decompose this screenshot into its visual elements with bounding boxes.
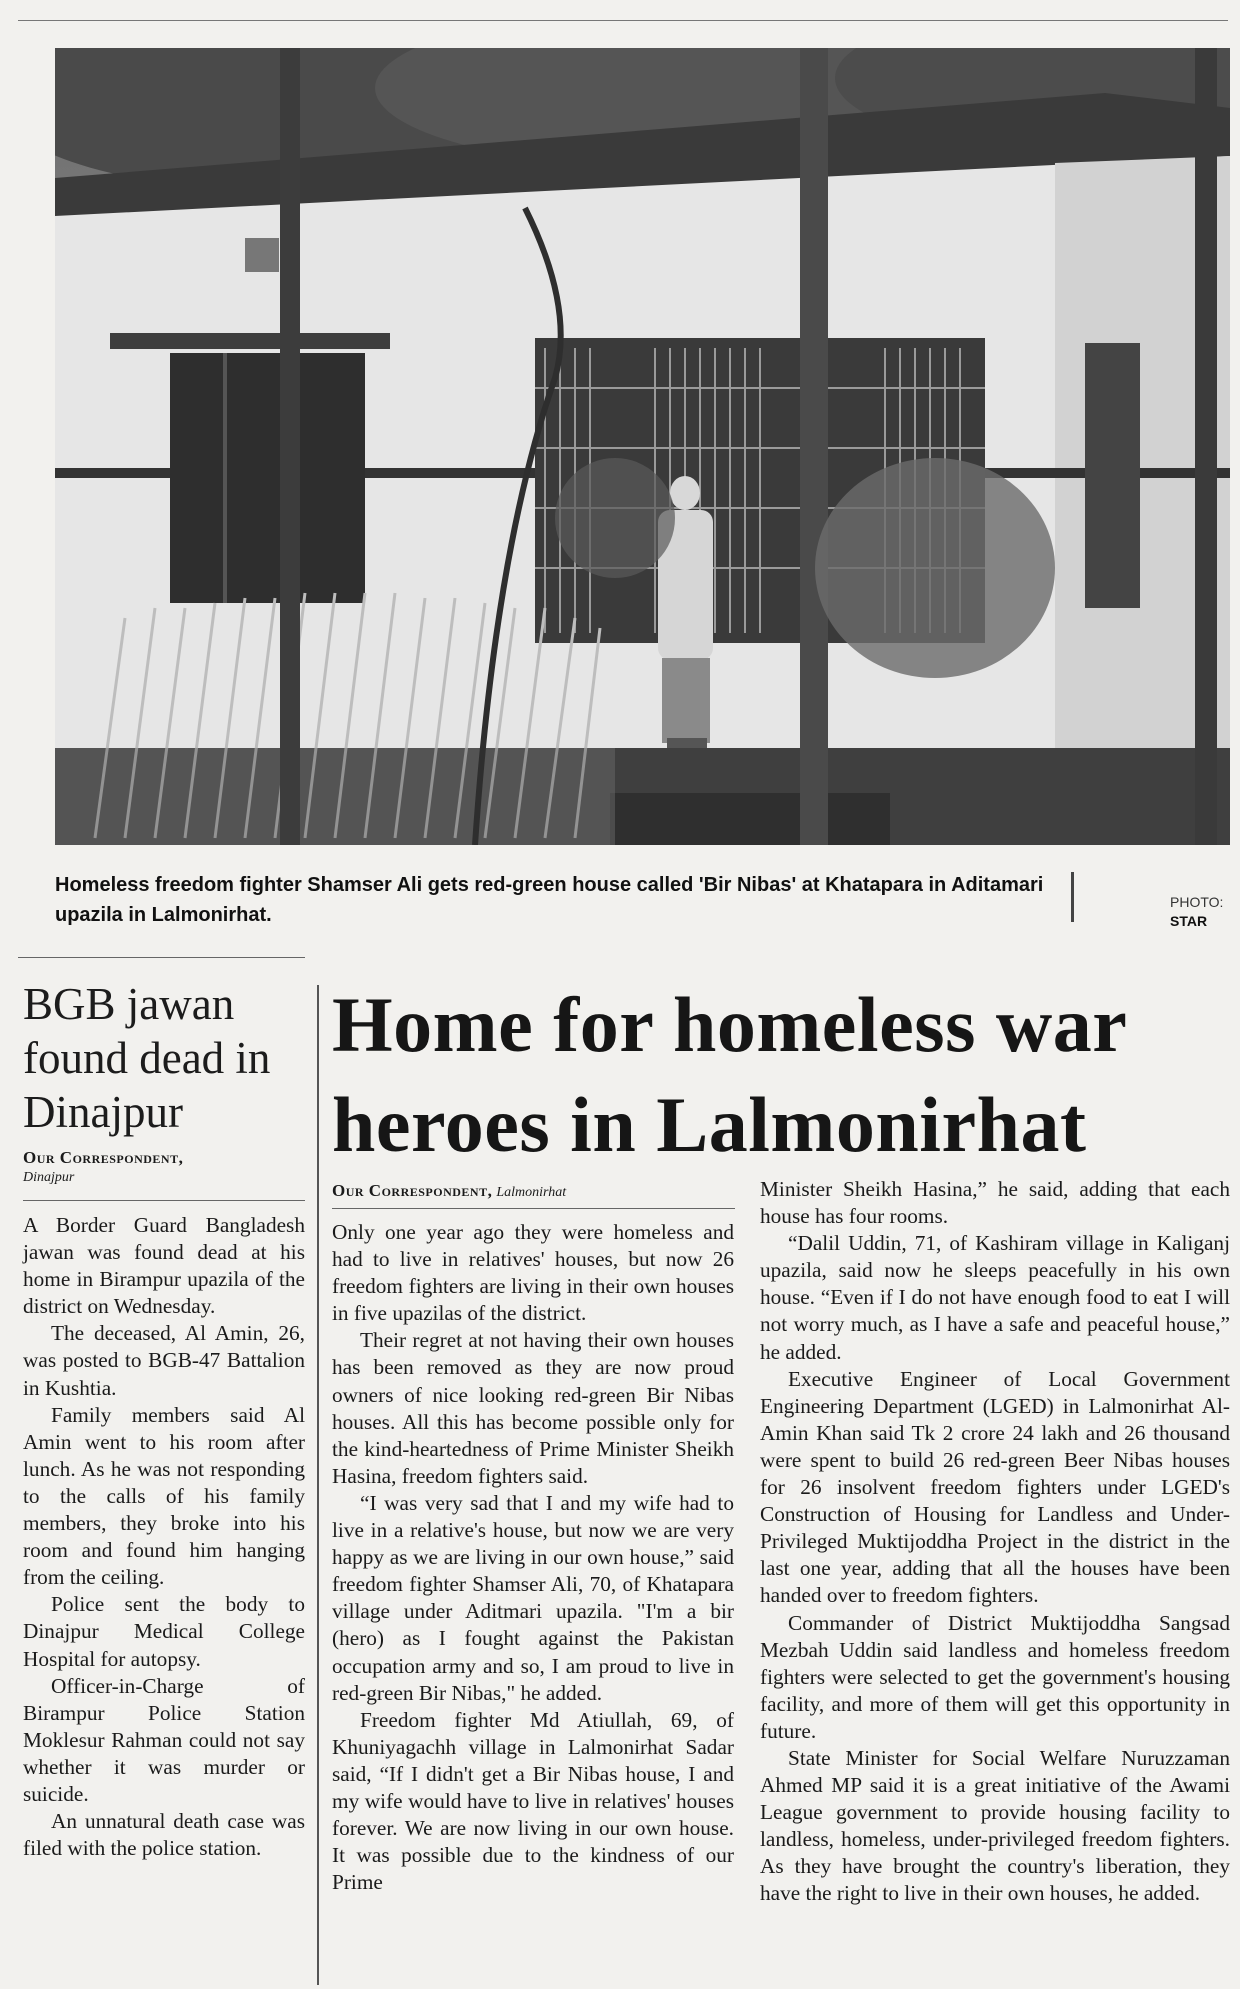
main-paragraph: Freedom fighter Md Atiullah, 69, of Khuniyagachh village in Lalmonirhat Sadar said, “If I didn't get a Bir Nibas house, I and my wife would have to live in relatives' houses forever. We are now living in our own house. It was possible due to the kindness of our Prime	[332, 1707, 734, 1895]
main-column-2	[760, 1176, 1230, 1908]
main-byline: Our Correspondent,	[332, 1181, 493, 1200]
caption-divider	[1071, 872, 1074, 922]
main-dateline: Lalmonirhat	[496, 1185, 567, 1200]
sidebar-byline: Our Correspondent,	[23, 1148, 184, 1167]
photo-credit-source: STAR	[1170, 913, 1208, 929]
sidebar-dateline: Dinajpur	[23, 1170, 75, 1185]
main-column-1	[332, 1219, 734, 1896]
main-paragraph: Only one year ago they were homeless and had to live in relatives' houses, but now 26 freedom fighters are living in their own houses in five upazilas of the district.	[332, 1220, 734, 1326]
house-photo-illustration	[55, 48, 1230, 845]
main-paragraph: Executive Engineer of Local Government Engineering Department (LGED) in Lalmonirhat Al-Amin Khan said Tk 2 crore 24 lakh and 26 thousand were spent to build 26 red-green Beer Nibas houses for 26 insolvent freedom fighters under LGED's Construction of Housing for Landless and Under-Privileged Muktijoddha Project in the district in the last one year, adding that all the houses have been handed over to freedom fighters.	[760, 1366, 1230, 1608]
sidebar-paragraph: The deceased, Al Amin, 26, was posted to BGB-47 Battalion in Kushtia.	[23, 1321, 305, 1400]
sidebar-paragraph: Family members said Al Amin went to his room after lunch. As he was not responding to the calls of his family members, they broke into his room and found him hanging from the ceiling.	[23, 1402, 305, 1590]
main-paragraph: Minister Sheikh Hasina,” he said, adding that each house has four rooms.	[760, 1177, 1230, 1229]
photo-credit-label: PHOTO:	[1170, 894, 1224, 910]
photo-credit	[1170, 893, 1230, 931]
main-paragraph: Their regret at not having their own houses has been removed as they are now proud owners of nice looking red-green Bir Nibas houses. All this has become possible only for the kind-heartedness of Prime Minister Sheikh Hasina, freedom fighters said.	[332, 1328, 734, 1488]
sidebar-paragraph: Officer-in-Charge of Birampur Police Station Moklesur Rahman could not say whether it was murder or suicide.	[23, 1673, 305, 1806]
sidebar-paragraph: An unnatural death case was filed with the police station.	[23, 1809, 305, 1861]
sidebar-paragraph: Police sent the body to Dinajpur Medical College Hospital for autopsy.	[23, 1592, 305, 1671]
photo-caption: Homeless freedom fighter Shamser Ali gets red-green house called 'Bir Nibas' at Khatapara in Aditamari upazila in Lalmonirhat.	[55, 874, 1044, 926]
news-photo	[55, 48, 1230, 845]
main-paragraph: “I was very sad that I and my wife had to live in a relative's house, but now we are very happy as we are living in our own house,” said freedom fighter Shamser Ali, 70, of Khatapara village under Aditmari upazila. "I'm a bir (hero) as I fought against the Pakistan occupation army and so, I am proud to live in red-green Bir Nibas," he added.	[332, 1490, 734, 1705]
sidebar-byline-block	[23, 1148, 313, 1188]
sidebar-top-rule	[18, 957, 305, 958]
sidebar-headline: BGB jawan found dead in Dinajpur	[23, 979, 271, 1137]
sidebar-body	[23, 1212, 305, 1862]
main-byline-rule	[332, 1208, 735, 1209]
main-paragraph: Commander of District Muktijoddha Sangsad Mezbah Uddin said landless and homeless freedom fighters were selected to get the government's housing facility, and more of them will get this opportunity in future.	[760, 1610, 1230, 1743]
main-paragraph: “Dalil Uddin, 71, of Kashiram village in Kaliganj upazila, said now he sleeps peacefully in his own house. “Even if I do not have enough food to eat I will not worry much, as I have a safe and peaceful house,” he added.	[760, 1231, 1230, 1364]
main-headline: Home for homeless war heroes in Lalmonirhat	[332, 981, 1126, 1168]
top-rule	[18, 20, 1228, 21]
column-divider	[317, 985, 319, 1985]
sidebar-byline-rule	[23, 1200, 305, 1201]
sidebar-paragraph: A Border Guard Bangladesh jawan was found dead at his home in Birampur upazila of the district on Wednesday.	[23, 1213, 305, 1319]
main-paragraph: State Minister for Social Welfare Nuruzzaman Ahmed MP said it is a great initiative of the Awami League government to provide housing facility to landless, homeless, under-privileged freedom fighters. As they have brought the country's liberation, they have the right to live in their own houses, he added.	[760, 1745, 1230, 1906]
main-byline-block	[332, 1180, 732, 1204]
